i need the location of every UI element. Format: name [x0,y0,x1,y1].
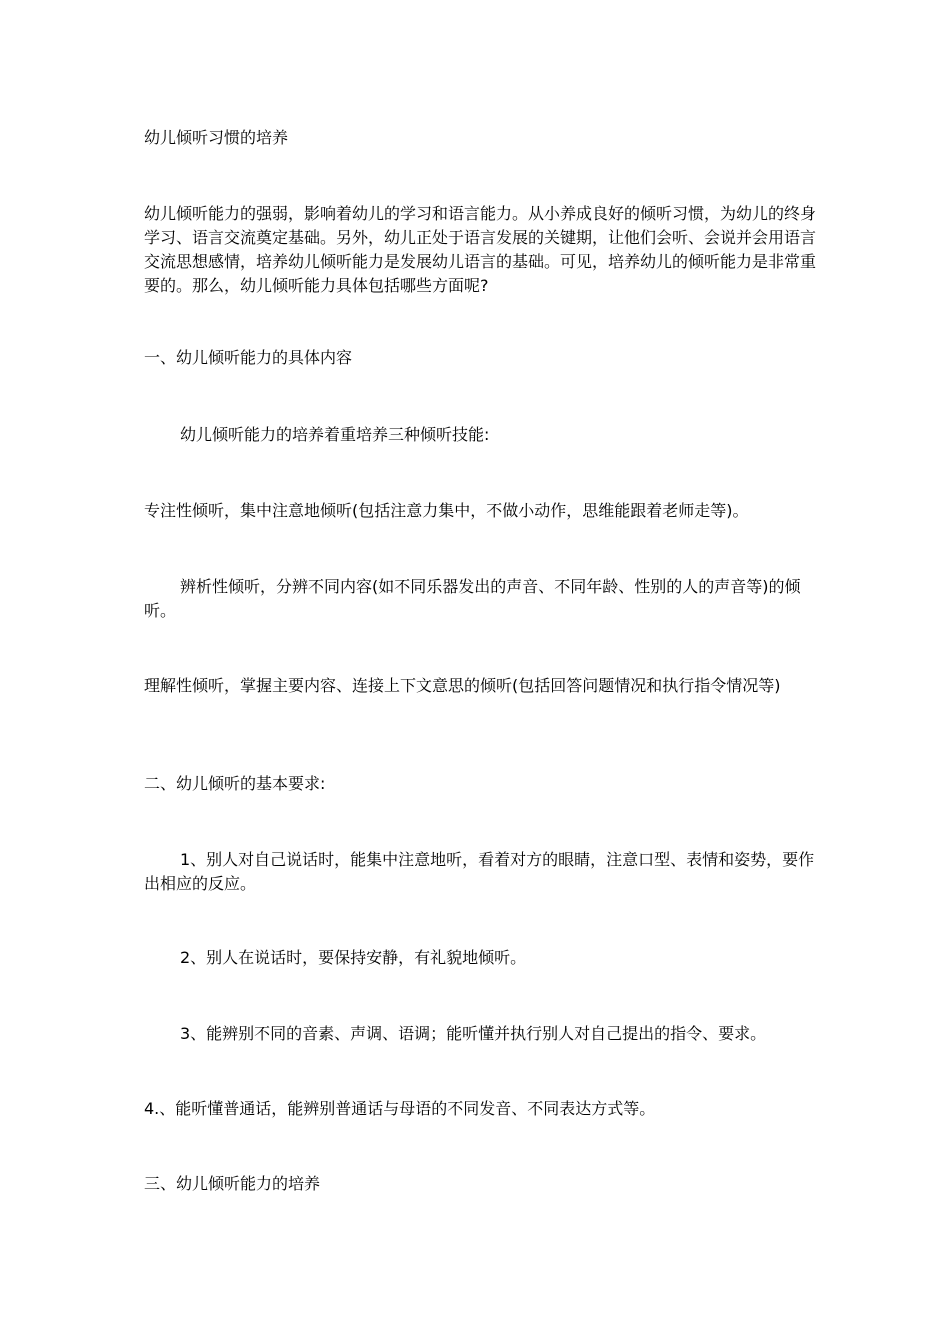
requirement-4: 4.、能听懂普通话，能辨别普通话与母语的不同发音、不同表达方式等。 [144,1099,656,1118]
section-1-lead: 幼儿倾听能力的培养着重培养三种倾听技能: [180,425,490,444]
intro-paragraph: 幼儿倾听能力的强弱，影响着幼儿的学习和语言能力。从小养成良好的倾听习惯，为幼儿的终身学习、语言交流奠定基础。另外，幼儿正处于语言发展的关键期，让他们会听、会说并会用语言交流思想感情，培养幼儿倾听能力是发展幼儿语言的基础。可见，培养幼儿的倾听能力是非常重要的。那么，幼儿倾听能力具体包括哪些方面呢? [144,204,817,295]
skill-comprehension-listening: 理解性倾听，掌握主要内容、连接上下文意思的倾听(包括回答问题情况和执行指令情况等) [144,676,781,695]
section-2-heading: 二、幼儿倾听的基本要求: [144,774,326,793]
section-3-heading: 三、幼儿倾听能力的培养 [144,1174,321,1193]
document-title: 幼儿倾听习惯的培养 [144,128,289,147]
skill-discriminative-listening: 辨析性倾听，分辨不同内容(如不同乐器发出的声音、不同年龄、性别的人的声音等)的倾听。 [144,577,801,620]
requirement-3: 3、能辨别不同的音素、声调、语调；能听懂并执行别人对自己提出的指令、要求。 [180,1024,767,1043]
requirement-2: 2、别人在说话时，要保持安静，有礼貌地倾听。 [180,948,527,967]
requirement-1: 1、别人对自己说话时，能集中注意地听，看着对方的眼睛，注意口型、表情和姿势，要作出相应的反应。 [144,850,815,893]
skill-focused-listening: 专注性倾听，集中注意地倾听(包括注意力集中，不做小动作，思维能跟着老师走等)。 [144,501,749,520]
section-1-heading: 一、幼儿倾听能力的具体内容 [144,348,353,367]
